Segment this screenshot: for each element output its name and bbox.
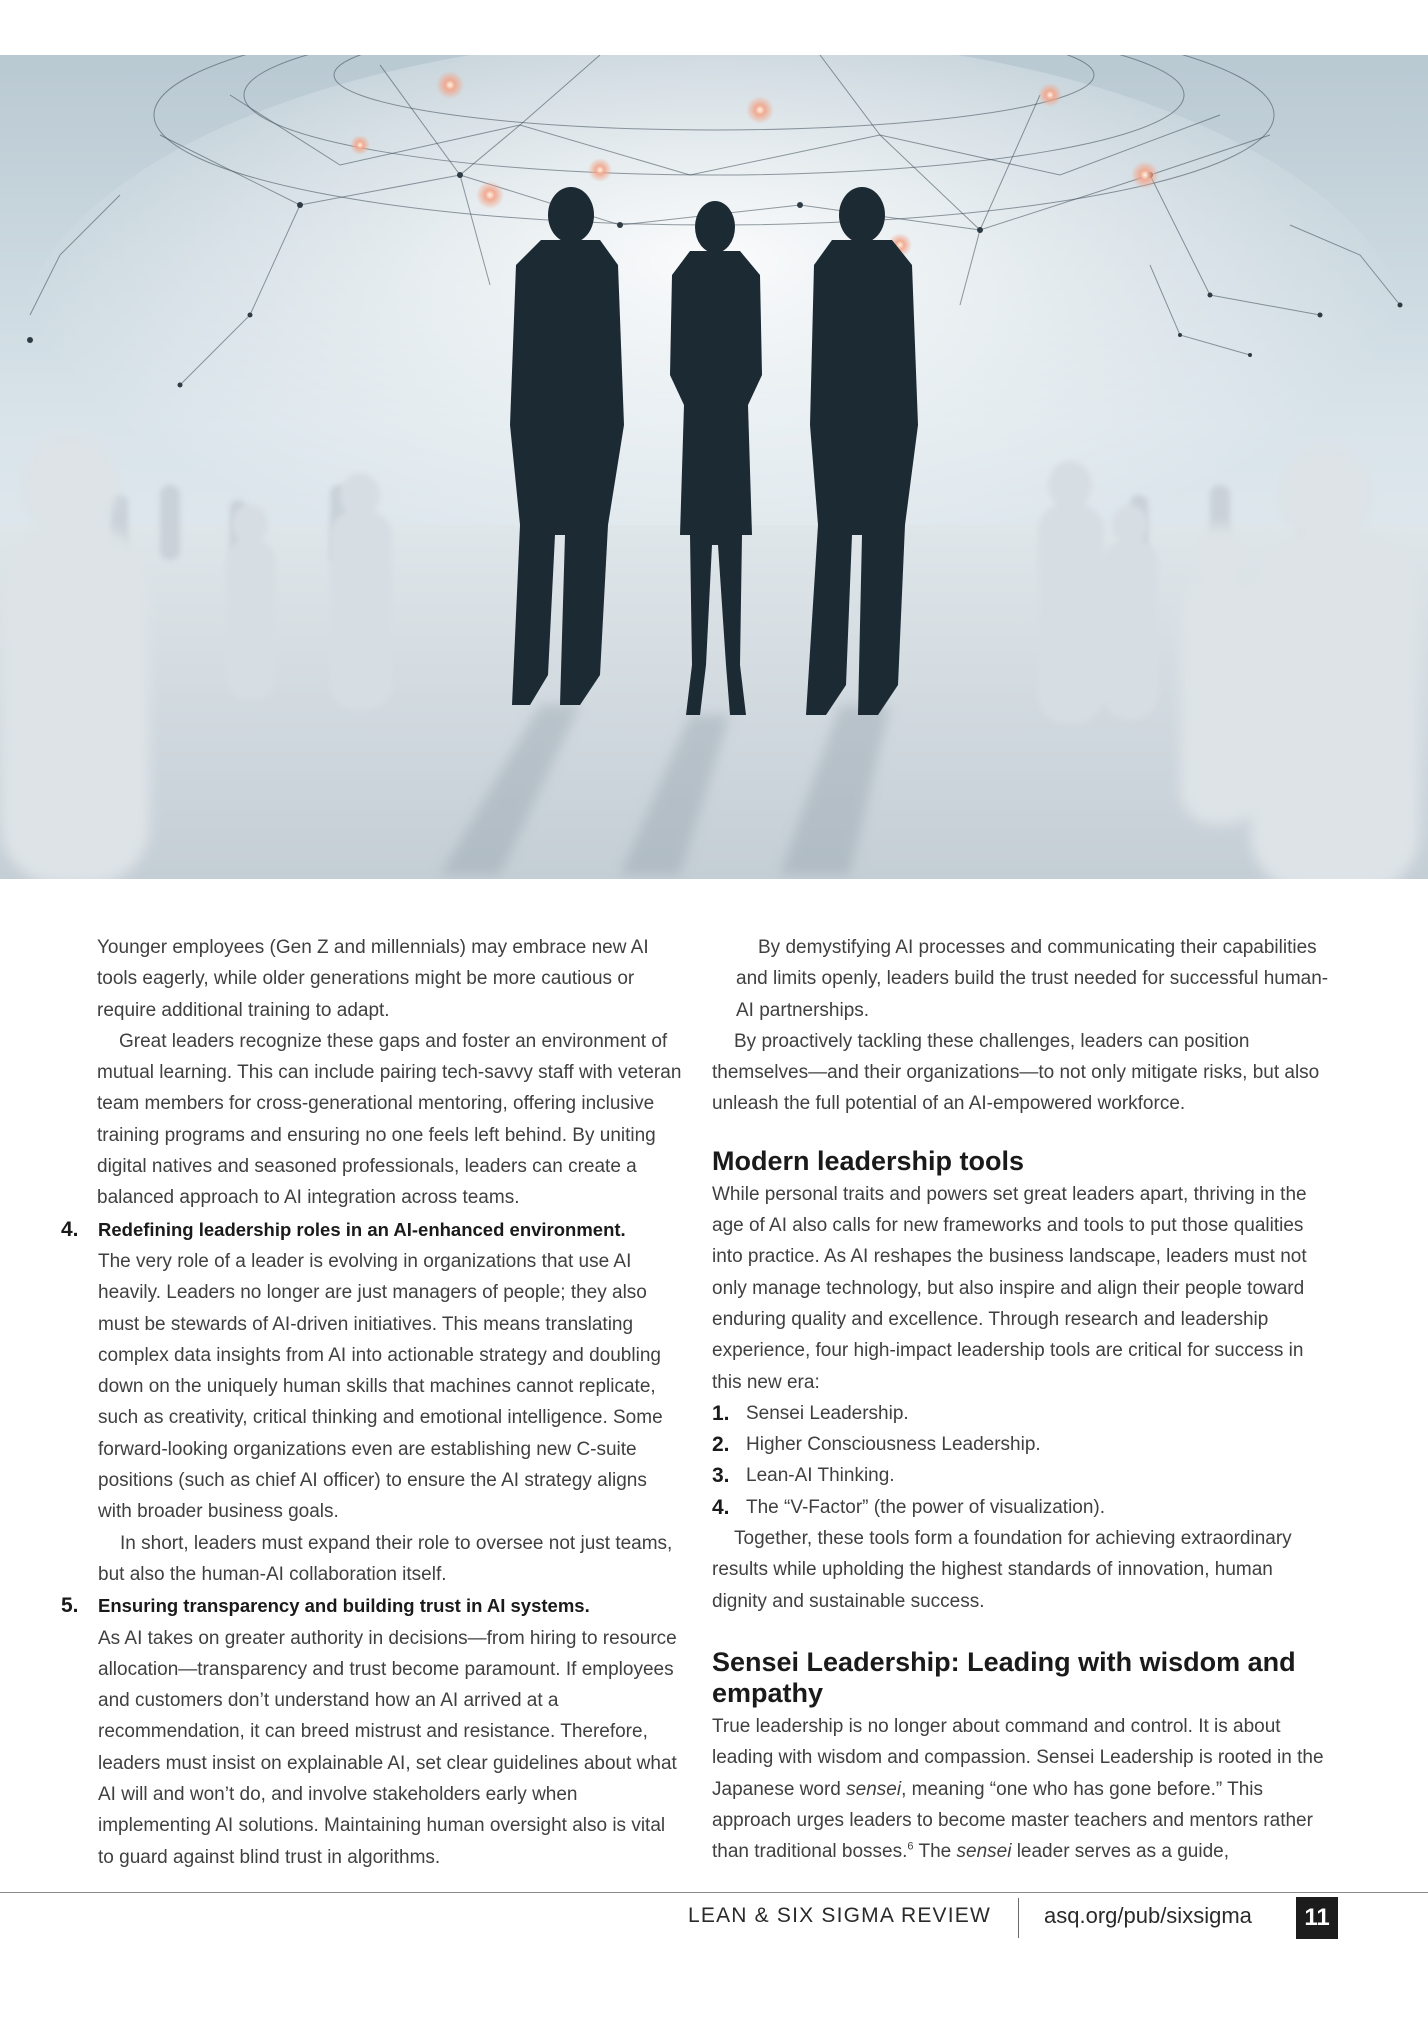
right-paragraph-1: By demystifying AI processes and communicating their capabilities and limits openly, leaders build the trust needed for successful human-AI partnerships. <box>736 937 1329 1021</box>
footnote-reference: 6 <box>907 1840 914 1853</box>
sensei-text-c: The <box>913 1841 957 1863</box>
tools-list-item <box>712 1492 1332 1523</box>
footer-separator <box>1018 1898 1019 1938</box>
tools-list-number: 4. <box>712 1495 730 1519</box>
right-column <box>712 932 1332 1867</box>
tools-list-item <box>712 1398 1332 1429</box>
list-number-4: 4. <box>61 1217 79 1241</box>
sensei-term: sensei <box>846 1778 902 1800</box>
list-item-4-body: The very role of a leader is evolving in organizations that use AI heavily. Leaders no longer are just managers of people; they also must be stewards of AI-driven initiatives. This means translating complex data insights from AI into actionable strategy and doubling down on the uniquely human skills that machines cannot replicate, such as creativity, critical thinking and emotional intelligence. Some forward-looking organizations even are establishing new C-suite positions (such as chief AI officer) to ensure the AI strategy aligns with broader business goals. <box>98 1250 663 1523</box>
tools-list-number: 3. <box>712 1464 730 1488</box>
heading-sensei-leadership: Sensei Leadership: Leading with wisdom and empathy <box>712 1646 1296 1708</box>
right-paragraph-2: By proactively tackling these challenges, leaders can position themselves—and their organizations—to not only mitigate risks, but also unleash the full potential of an AI-empowered workforce. <box>712 1030 1320 1115</box>
tools-list-item <box>712 1460 1332 1491</box>
tools-list-number: 2. <box>712 1433 730 1457</box>
list-item-4 <box>61 1214 682 1591</box>
footer-magazine-title: LEAN & SIX SIGMA REVIEW <box>687 1904 991 1927</box>
list-item-5 <box>61 1590 682 1873</box>
tools-intro-paragraph: While personal traits and powers set great leaders apart, thriving in the age of AI also calls for new frameworks and tools to put those qualities into practice. As AI reshapes the business landscape, leaders must not only manage technology, but also inspire and align their people toward enduring quality and excellence. Through research and leadership experience, four high-impact leadership tools are critical for success in this new era: <box>712 1183 1307 1393</box>
sensei-text-a: True leadership is no longer about command and control. It is about leading with wisdom and compassion. Sensei Leadership is rooted in the Japanese word <box>712 1715 1324 1800</box>
tools-list-number: 1. <box>712 1401 730 1425</box>
footer-divider <box>0 1892 1428 1893</box>
list-number-5: 5. <box>61 1594 79 1618</box>
list-item-4-paragraph-2: In short, leaders must expand their role to oversee not just teams, but also the human-AI collaboration itself. <box>98 1532 673 1585</box>
page-number: 11 <box>1296 1897 1338 1939</box>
tools-outro-paragraph: Together, these tools form a foundation for achieving extraordinary results while upholding the highest standards of innovation, human dignity and sustainable success. <box>712 1528 1292 1612</box>
list-item-4-heading: Redefining leadership roles in an AI-enhanced environment. <box>98 1218 626 1240</box>
tools-list-label: Lean-AI Thinking. <box>746 1465 895 1487</box>
tools-list-label: The “V-Factor” (the power of visualization). <box>746 1496 1106 1518</box>
left-paragraph-2: Great leaders recognize these gaps and foster an environment of mutual learning. This can include pairing tech-savvy staff with veteran team members for cross-generational mentoring, offering inclusive training programs and ensuring no one feels left behind. By uniting digital natives and seasoned professionals, leaders can create a balanced approach to AI integration across teams. <box>97 1030 682 1209</box>
sensei-paragraph <box>712 1711 1332 1867</box>
tools-list-item <box>712 1429 1332 1460</box>
tools-list <box>712 1398 1332 1523</box>
heading-modern-leadership-tools: Modern leadership tools <box>712 1145 1025 1176</box>
footer-url[interactable]: asq.org/pub/sixsigma <box>1044 1903 1252 1928</box>
list-item-5-body: As AI takes on greater authority in decisions—from hiring to resource allocation—transparency and trust become paramount. If employees and customers don’t understand how an AI arrived at a recommendation, it can breed mistrust and resistance. Therefore, leaders must insist on explainable AI, set clear guidelines about what AI will and won’t do, and involve stakeholders early when implementing AI solutions. Maintaining human oversight also is vital to guard against blind trust in algorithms. <box>98 1627 677 1868</box>
list-item-5-heading: Ensuring transparency and building trust in AI systems. <box>98 1595 590 1617</box>
sensei-text-b: , meaning “one who has gone before.” This approach urges leaders to become master teachers and mentors rather than traditional bosses. <box>712 1778 1313 1863</box>
left-paragraph-1: Younger employees (Gen Z and millennials) may embrace new AI tools eagerly, while older generations might be more cautious or require additional training to adapt. <box>97 937 649 1021</box>
left-column <box>61 932 682 1873</box>
tools-list-label: Higher Consciousness Leadership. <box>746 1434 1041 1456</box>
sensei-text-d: leader serves as a guide, <box>1011 1841 1229 1863</box>
hero-image <box>0 55 1428 879</box>
tools-list-label: Sensei Leadership. <box>746 1402 909 1424</box>
sensei-term: sensei <box>956 1841 1012 1863</box>
